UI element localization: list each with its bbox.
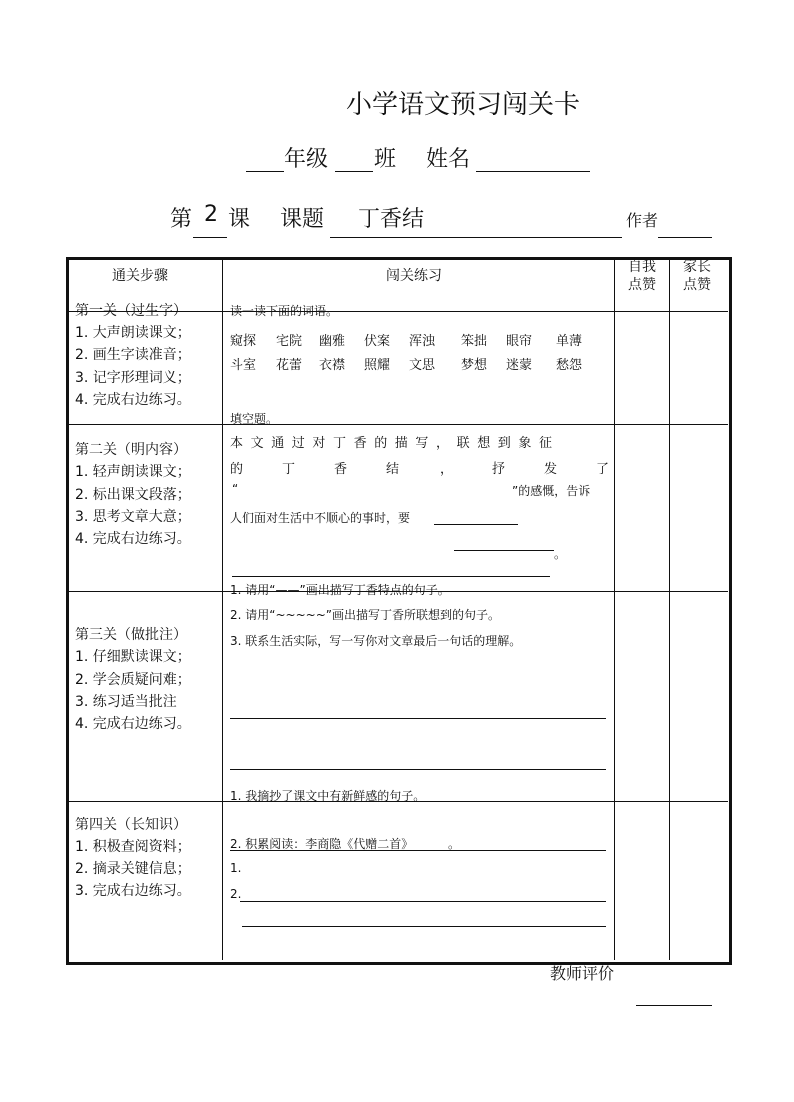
teacher-evaluation-label: 教师评价	[550, 964, 615, 983]
header-practice: 闯关练习	[386, 268, 442, 284]
name-blank[interactable]	[476, 171, 590, 172]
stage2-line2-char: 抒	[492, 462, 506, 477]
header-self-2: 点赞	[628, 277, 656, 293]
stage1-item: 1. 大声朗读课文；	[75, 325, 191, 341]
stage4-item: 1. 积极查阅资料；	[75, 839, 191, 855]
lesson-topic: 丁香结	[358, 207, 425, 232]
stage2-quote-close: ”的感慨，告诉	[512, 484, 591, 498]
topic-underline	[330, 237, 622, 238]
vocab-word: 文思	[409, 358, 436, 373]
stage2-line2-char: 结	[386, 462, 400, 477]
class-blank[interactable]	[335, 171, 373, 172]
stage3-item: 2. 学会质疑问难；	[75, 672, 191, 688]
lesson-di: 第	[170, 207, 193, 232]
stage2-item: 4. 完成右边练习。	[75, 531, 191, 547]
table-col-divider-3	[669, 258, 670, 960]
stage4-answer-line-2[interactable]	[242, 926, 606, 927]
lesson-ke: 课	[228, 207, 251, 232]
vocab-word: 笨拙	[461, 334, 488, 349]
stage2-line2-char: ，	[440, 462, 454, 477]
vocab-word: 浑浊	[409, 334, 436, 349]
vocab-word: 照耀	[364, 358, 391, 373]
stage2-item: 2. 标出课文段落；	[75, 487, 191, 503]
lesson-number-underline	[193, 237, 227, 238]
vocab-word: 衣襟	[319, 358, 346, 373]
vocab-word: 单薄	[556, 334, 583, 349]
stage1-instruction: 读一读下面的词语。	[230, 304, 339, 318]
stage1-fill-label: 填空题。	[230, 412, 279, 426]
stage2-blank-2[interactable]	[454, 550, 554, 551]
stage4-answer-num-2: 2.	[230, 887, 242, 901]
vocab-word: 窥探	[230, 334, 257, 349]
stage3-question-3: 3. 联系生活实际，写一写你对文章最后一句话的理解。	[230, 634, 522, 648]
table-row-divider-2	[68, 424, 728, 425]
page-title: 小学语文预习闯关卡	[346, 90, 581, 120]
stage2-line2-char: 发	[544, 462, 558, 477]
stage4-item: 3. 完成右边练习。	[75, 883, 191, 899]
stage1-item: 3. 记字形理词义；	[75, 370, 191, 386]
stage1-item: 4. 完成右边练习。	[75, 392, 191, 408]
stage3-answer-line-1[interactable]	[230, 718, 606, 719]
stage2-line5-end: 。	[554, 547, 567, 561]
stage3-title: 第三关（做批注）	[75, 627, 187, 643]
stage3-copy-label: 1. 我摘抄了课文中有新鲜感的句子。	[230, 789, 426, 803]
stage2-line2-char: 香	[334, 462, 348, 477]
stage2-item: 1. 轻声朗读课文；	[75, 464, 191, 480]
header-parent-1: 家长	[683, 259, 711, 275]
stage4-reading-end: 。	[448, 837, 461, 851]
stage3-item: 1. 仔细默读课文；	[75, 649, 191, 665]
stage2-line4: 人们面对生活中不顺心的事时，要	[230, 511, 411, 525]
stage4-answer-num-1: 1.	[230, 861, 242, 875]
vocab-word: 花蕾	[276, 358, 303, 373]
stage4-answer-line-1[interactable]	[240, 901, 606, 902]
table-col-divider-1	[222, 258, 223, 960]
stage2-line2-char: 了	[596, 462, 610, 477]
vocab-word: 梦想	[461, 358, 488, 373]
topic-label: 课题	[280, 207, 325, 232]
stage2-blank-1[interactable]	[434, 524, 518, 525]
lesson-number: 2	[204, 202, 218, 227]
stage4-reading: 2. 积累阅读：李商隐《代赠二首》	[230, 837, 414, 851]
stage2-item: 3. 思考文章大意；	[75, 509, 191, 525]
vocab-word: 愁怨	[556, 358, 583, 373]
stage2-quote-open: “	[232, 482, 239, 496]
grade-blank[interactable]	[246, 171, 284, 172]
stage3-item: 3. 练习适当批注	[75, 694, 177, 710]
stage1-item: 2. 画生字读准音；	[75, 347, 191, 363]
stage3-question-2: 2. 请用“~~~~~”画出描写丁香所联想到的句子。	[230, 608, 500, 622]
stage2-line1: 本文通过对丁香的描写，联想到象征	[230, 436, 560, 451]
vocab-word: 眼帘	[506, 334, 533, 349]
class-label: 班	[374, 147, 397, 172]
teacher-evaluation-blank[interactable]	[636, 1005, 712, 1006]
author-label: 作者	[626, 211, 659, 230]
grade-label: 年级	[284, 147, 329, 172]
author-blank[interactable]	[658, 237, 712, 238]
vocab-word: 幽雅	[319, 334, 346, 349]
header-self-1: 自我	[628, 259, 656, 275]
stage3-item: 4. 完成右边练习。	[75, 716, 191, 732]
vocab-word: 斗室	[230, 358, 257, 373]
stage4-reading-underline	[230, 850, 606, 851]
stage1-title: 第一关（过生字）	[75, 303, 187, 319]
table-col-divider-2	[614, 258, 615, 960]
stage3-answer-line-2[interactable]	[230, 769, 606, 770]
vocab-word: 迷蒙	[506, 358, 533, 373]
stage2-line2-char: 的	[230, 462, 244, 477]
stage2-question-1: 1. 请用“——”画出描写丁香特点的句子。	[230, 583, 450, 597]
stage4-item: 2. 摘录关键信息；	[75, 861, 191, 877]
name-label: 姓名	[426, 147, 471, 172]
vocab-word: 伏案	[364, 334, 391, 349]
header-steps: 通关步骤	[112, 268, 168, 284]
stage2-blank-3[interactable]	[232, 576, 550, 577]
header-parent-2: 点赞	[683, 277, 711, 293]
stage2-line2-char: 丁	[282, 462, 296, 477]
stage4-title: 第四关（长知识）	[75, 817, 187, 833]
stage2-title: 第二关（明内容）	[75, 442, 187, 458]
vocab-word: 宅院	[276, 334, 303, 349]
